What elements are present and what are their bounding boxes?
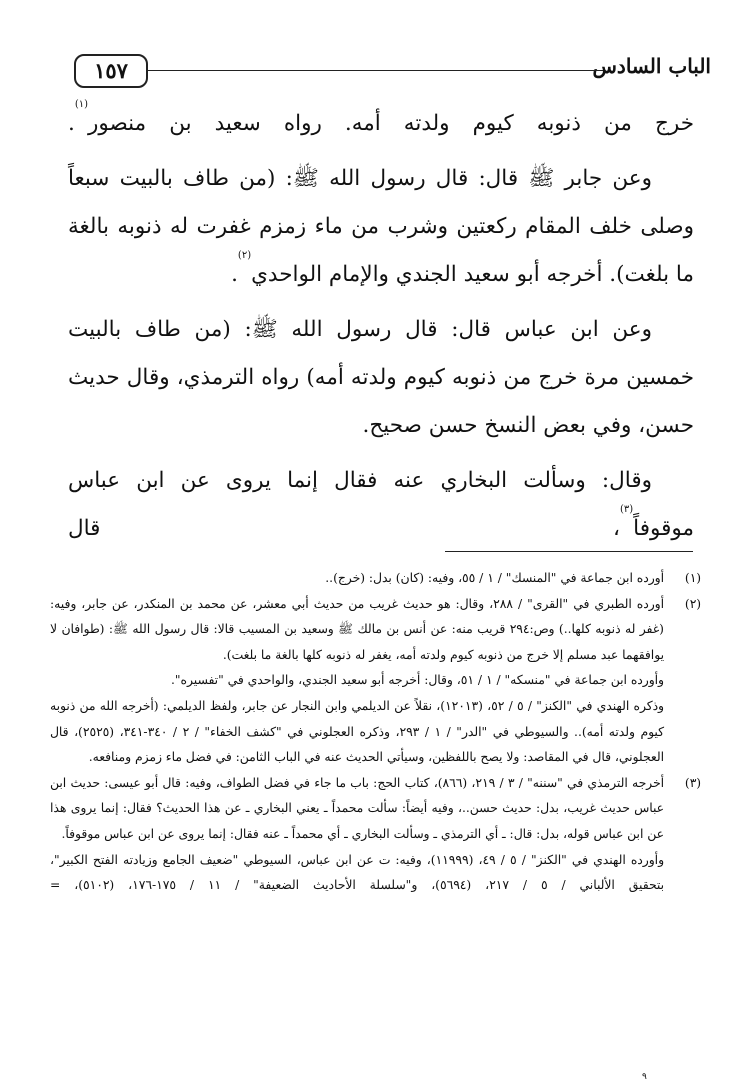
footnote-ref: (٣) [619,504,634,515]
footnote-separator [445,551,693,552]
footnote-number: (٢) [684,596,702,611]
paragraph: وعن ابن عباس قال: قال رسول الله ﷺ: (من طاف بالبيت خمسين مرة خرج من ذنوبه كيوم ولدته أمه) رواه الترمذي، وقال حديث حسن، وفي بعض النسخ حسن صحيح. [68,317,694,438]
footnote-number: (١) [684,571,702,585]
page-header [74,50,711,90]
footnote-line: وذكره الهندي في "الكنز" / ٥ / ٥٢، (١٢٠١٣)، نقلاً عن الديلمي وابن النجار عن جابر، ولفظ الديلمي: (أخرجه الله من ذنوبه كيوم ولدته أمه).. والسيوطي في "الدر" / ١ / ٢٩٣، وذكره العجلوني في "كشف الخفاء" / ٢ / ٣٤٠-٣٤١، (٢٥٢٥)، قال العجلوني، قال في المقاصد: ولا يصح باللفظين، وسيأتي الحديث عنه في الباب الثامن: في فضل ماء زمزم ومنافعه. [50,698,664,765]
chapter-title: الباب السادس [592,54,711,78]
footnote-line: أخرجه الترمذي في "سننه" / ٣ / ٢١٩، (٨٦٦)، كتاب الحج: باب ما جاء في فضل الطواف، وفيه: قال أبو عيسى: حديث ابن عباس حديث غريب، بدل: حديث حسن..، وفيه أيضاً: سألت محمداً ـ يعني البخاري ـ عن هذا الحديث؟ فقال: إنما يروى هذا عن ابن عباس قوله، بدل: قال: ـ أي الترمذي ـ وسألت البخاري ـ أي محمداً ـ عنه فقال: إنما يروى عن ابن عباس موقوفاً. [50,775,664,841]
paragraph: خرج من ذنوبه كيوم ولدته أمه. رواه سعيد بن منصور$^{(١)}$. [68,99,694,136]
main-text [68,100,694,560]
footnote-ref: (٢) [237,250,252,261]
footnote [50,566,710,592]
footnote-number: (٣) [684,775,702,790]
footnote-line: وأورده ابن جماعة في "منسكه" / ١ / ٥١، وقال: أخرجه أبو سعيد الجندي، والواحدي في "تفسيره". [170,673,664,688]
bottom-mark: ٩ [642,1072,647,1082]
paragraph: وعن جابر ﷺ قال: قال رسول الله ﷺ: (من طاف بالبيت سبعاً وصلى خلف المقام ركعتين وشرب من ماء زمزم غفرت له ذنوبه بالغة ما بلغت). أخرجه أبو سعيد الجندي والإمام الواحدي$^{(٢)}$. [68,166,694,287]
footnote-line: أورده ابن جماعة في "المنسك" / ١ / ٥٥، وفيه: (كان) بدل: (خرج).. [325,571,664,585]
footnote [50,592,710,771]
footnote-line: وأورده الهندي في "الكنز" / ٥ / ٤٩، (١١٩٩٩)، وفيه: ت عن ابن عباس، السيوطي "ضعيف الجامع وزيادته الفتح الكبير"، بتحقيق الألباني / ٥ / ٢١٧، (٥٦٩٤)، و"سلسلة الأحاديث الضعيفة" / ١١ / ١٧٥-١٧٦، (٥١٠٢)، = [50,852,665,893]
footnote-line: أورده الطبري في "القرى" / ٢٨٨، وقال: هو حديث غريب من حديث أبي معشر، عن محمد بن المنكدر، عن جابر، وفيه: (غفر له ذنوبه كلها..) وص:٢٩٤ قريب منه: عن أنس بن مالك ﷺ وسعيد بن المسيب قالا: قال رسول الله ﷺ: (طوافان لا يوافقهما عبد مسلم إلا خرج من ذنوبه كيوم ولدته أمه، يغفر له ذنوبه كلها بالغة ما بلغت). [50,596,664,662]
footnotes [50,566,710,899]
paragraph: وقال: وسألت البخاري عنه فقال إنما يروى عن ابن عباس موقوفاً$^{(٣)}$، قال [68,468,694,541]
footnote [50,771,710,899]
footnote-ref: (١) [74,99,89,110]
page-number: ١٥٧ [74,54,148,88]
header-rule [146,70,603,71]
